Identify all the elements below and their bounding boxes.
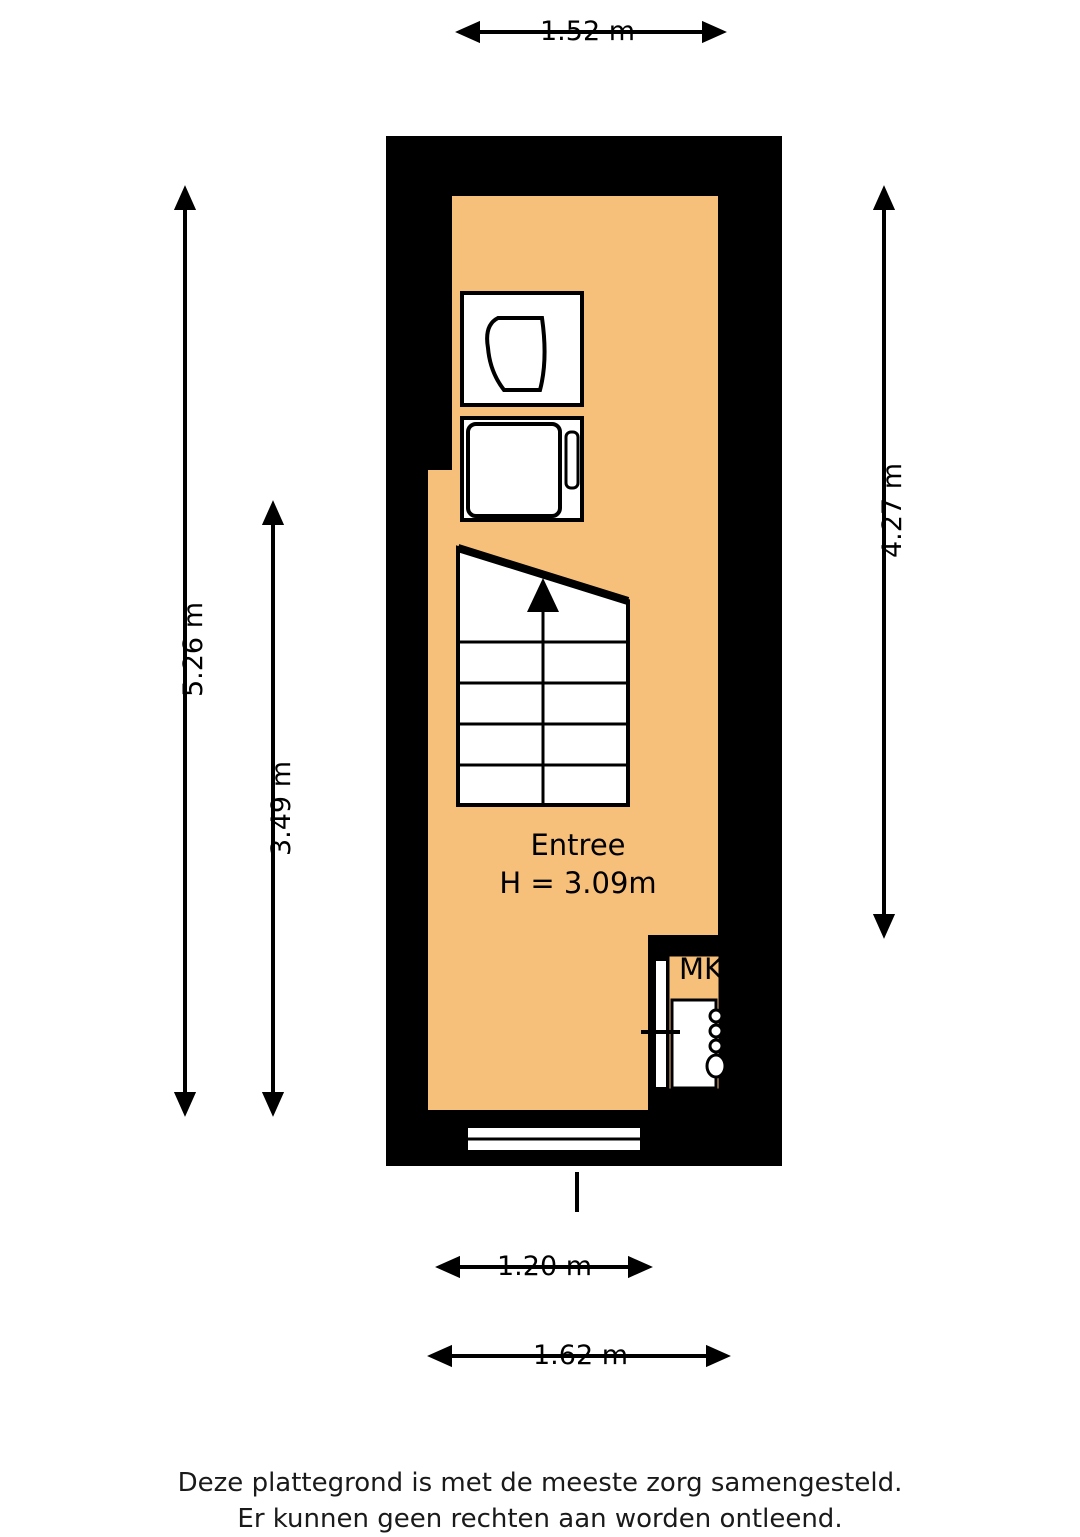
dimension-label-left-inner-height: 3.49 m [266,760,298,857]
floor-left-jog [428,470,454,1110]
dimension-arrow-right-height [876,190,892,934]
toilet-fixture [462,293,582,405]
dimension-label-top-width: 1.52 m [540,16,636,47]
front-door [466,1126,642,1152]
dimension-label-bottom-door-width: 1.20 m [497,1251,593,1282]
room-label-entree: Entree [530,828,626,862]
room-height-label: H = 3.09m [499,866,657,900]
dimension-label-bottom-total-width: 1.62 m [533,1340,629,1371]
dimension-label-left-outer-height: 5.26 m [178,601,210,698]
disclaimer-line-1: Deze plattegrond is met de meeste zorg samengesteld. [177,1468,903,1498]
meter-cupboard-label: MK [679,952,724,986]
shower-fixture [462,418,582,520]
dimension-label-right-height: 4.27 m [877,462,909,559]
disclaimer-line-2: Er kunnen geen rechten aan worden ontleend. [237,1504,843,1534]
